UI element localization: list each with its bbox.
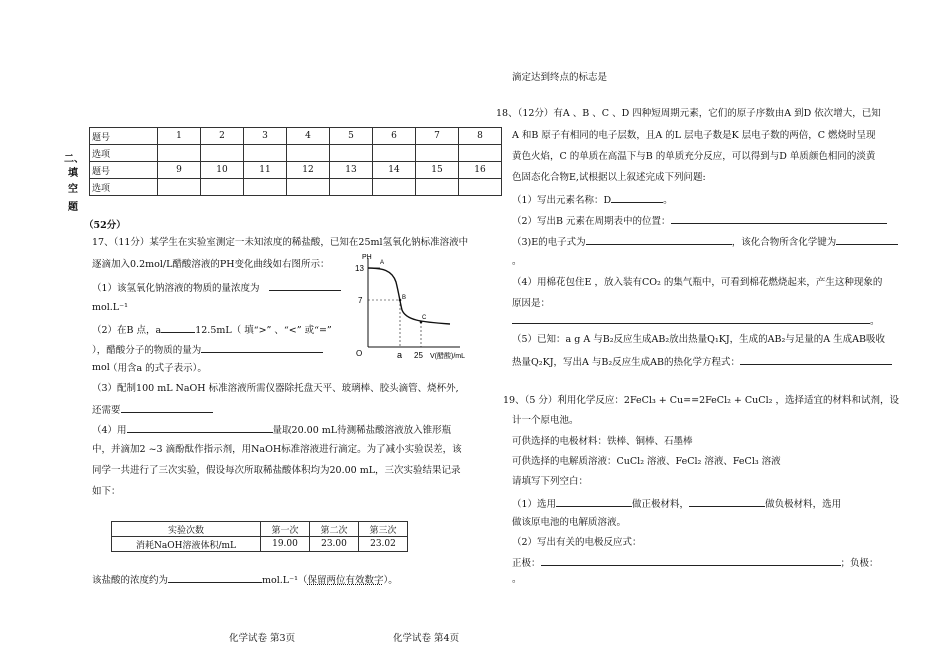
q18-sub3-text-a: （3)E的电子式为 (512, 237, 586, 248)
q18-sub4-blank[interactable] (512, 314, 870, 324)
q17-final-text-c: 保留两位有效数字 (307, 575, 384, 586)
titration-graph (350, 252, 490, 362)
q17-line-4: mol.L⁻¹ (92, 302, 128, 313)
page-footer-3: 化学试卷 第3页 (229, 633, 296, 644)
graph-y13: 13 (355, 264, 364, 273)
q18-sub1-blank[interactable] (611, 193, 663, 203)
q17-line-14: 如下： (92, 486, 121, 497)
q17-sub2-moles-text: ），醋酸分子的物质的量为 (92, 345, 202, 356)
q18-line-12: （5）已知：a g A 与B₂反应生成AB₂放出热量Q₁KJ，生成的AB₂与足量的A 生成AB吸收 (512, 334, 886, 345)
q18-line-8: 。 (512, 256, 522, 267)
graph-point-a-label: A (380, 260, 385, 266)
graph-ph-curve (368, 268, 450, 324)
q17-line-6 (92, 343, 323, 357)
q17-final-line (92, 573, 398, 587)
answer-input-cell[interactable] (287, 179, 330, 196)
answer-input-cell[interactable] (416, 145, 459, 162)
experiment-header: 第一次 (261, 522, 310, 537)
answer-input-cell[interactable] (373, 145, 416, 162)
answer-input-cell[interactable] (287, 145, 330, 162)
q17-line-5 (92, 323, 332, 337)
q17-final-blank[interactable] (168, 573, 262, 583)
answer-table-label: 题号 (90, 128, 158, 145)
answer-table-cell: 14 (373, 162, 416, 179)
answer-table-cell: 5 (330, 128, 373, 145)
q18-line-5 (512, 193, 673, 207)
q17-line-8: mol (92, 362, 110, 373)
experiment-cell: 23.02 (359, 537, 408, 552)
q19-negative-label: ；负极： (840, 558, 879, 569)
section-heading-2: 二、 (64, 154, 84, 165)
section-heading-question: 题 (68, 202, 78, 213)
answer-table-label: 选项 (90, 145, 158, 162)
q19-line-3: 可供选择的电极材料：铁棒、铜棒、石墨棒 (512, 436, 693, 447)
experiment-cell: 19.00 (261, 537, 310, 552)
q19-line-4: 可供选择的电解质溶液：CuCl₂ 溶液、FeCl₂ 溶液、FeCl₃ 溶液 (512, 456, 781, 467)
graph-point-b (399, 299, 402, 302)
q18-sub2-blank[interactable] (671, 214, 887, 224)
q18-line-11 (512, 314, 880, 328)
answer-input-cell[interactable] (330, 179, 373, 196)
graph-point-c-label: C (422, 315, 427, 321)
q18-line-2: A 和B 原子有相同的电子层数，且A 的L 层电子数是K 层电子数的两倍，C 燃烧时呈现 (512, 130, 876, 141)
q18-line-7 (512, 235, 898, 249)
experiment-header: 第三次 (359, 522, 408, 537)
experiment-header: 第二次 (310, 522, 359, 537)
answer-input-cell[interactable] (330, 145, 373, 162)
q19-positive-label: 正极： (512, 558, 541, 569)
experiment-header: 实验次数 (112, 522, 261, 537)
q17-sub3-blank[interactable] (121, 403, 213, 413)
answer-input-cell[interactable] (244, 145, 287, 162)
answer-table-cell: 2 (201, 128, 244, 145)
q18-sub4-end: 。 (870, 316, 880, 327)
q17-line-2: 逐滴加入0.2mol/L醋酸溶液的PH变化曲线如右图所示： (92, 259, 330, 270)
graph-x25: 25 (414, 351, 423, 360)
q18-sub1-end: 。 (663, 195, 673, 206)
answer-table-label: 题号 (90, 162, 158, 179)
q19-line-10: 。 (512, 574, 522, 585)
q19-sub1-text-c: 做负极材料，选用 (765, 499, 842, 510)
q17-line-10 (92, 403, 213, 417)
answer-table-cell: 7 (416, 128, 459, 145)
q18-sub5-text: 热量Q₂KJ，写出A 与B₂反应生成AB的热化学方程式： (512, 357, 741, 368)
q18-line-4: 色固态化合物E,试根据以上叙述完成下列问题: (512, 172, 706, 183)
answer-table-label: 选项 (90, 179, 158, 196)
answer-table-cell: 4 (287, 128, 330, 145)
q19-line-1: 19、（5 分）利用化学反应：2FeCl₃ + Cu==2FeCl₂ + CuCl₂ ，选择适宜的材料和试剂，设 (503, 395, 899, 406)
answer-table-cell: 3 (244, 128, 287, 145)
q17-sub1-blank[interactable] (269, 281, 341, 291)
graph-xlabel: V(醋酸)/mL (430, 353, 465, 360)
q18-sub3-blank-a[interactable] (586, 235, 732, 245)
q18-sub3-blank-b[interactable] (836, 235, 898, 245)
q18-sub2-text: （2）写出B 元素在周期表中的位置： (512, 216, 671, 227)
experiment-cell: 23.00 (310, 537, 359, 552)
q18-sub3-text-b: ，该化合物所含化学键为 (731, 237, 837, 248)
q19-sub1-text-a: （1）选用 (512, 499, 557, 510)
q17-sub4-blank[interactable] (127, 423, 273, 433)
q17-line-13: 同学一共进行了三次实验，假设每次所取稀盐酸体积均为20.00 mL，三次实验结果记录 (92, 465, 461, 476)
section-heading-fill: 填 (68, 168, 78, 179)
q17-sub4-text-a: （4）用 (92, 425, 127, 436)
q17-final-text-a: 该盐酸的浓度约为 (92, 575, 169, 586)
answer-table-cell: 16 (459, 162, 502, 179)
q17-sub2-blank-compare[interactable] (161, 323, 195, 333)
q17-final-text-b: mol.L⁻¹（ (262, 575, 308, 586)
q19-sub1-blank-positive[interactable] (556, 497, 632, 507)
answer-input-cell[interactable] (201, 145, 244, 162)
q18-line-1: 18、（12分）有A 、B 、C 、D 四种短周期元素，它们的原子序数由A 到D 依次增大，已知 (496, 108, 881, 119)
q18-sub5-blank[interactable] (740, 355, 892, 365)
answer-input-cell[interactable] (158, 145, 201, 162)
graph-point-b-label: B (402, 295, 407, 301)
q17-line-1: 17、（11分）某学生在实验室测定一未知浓度的稀盐酸，已知在25ml氢氧化钠标准溶液中 (92, 237, 469, 248)
q17-sub2-text-a: （2）在B 点，a (92, 325, 162, 336)
q17-sub4-text-b: 量取20.00 mL待测稀盐酸溶液放入锥形瓶 (272, 425, 452, 436)
answer-input-cell[interactable] (459, 145, 502, 162)
q19-line-8: （2）写出有关的电极反应式： (512, 537, 642, 548)
q19-sub1-text-b: 做正极材料， (632, 499, 690, 510)
graph-origin: O (356, 349, 363, 358)
q17-sub2-moles-blank[interactable] (201, 343, 323, 353)
q17-sub2-text-b: 12.5mL（ 填“>” 、“<” 或“=” (195, 325, 332, 336)
graph-y7: 7 (358, 296, 363, 305)
q19-positive-blank[interactable] (541, 556, 841, 566)
answer-table-cell: 11 (244, 162, 287, 179)
q17-line-7: （用含a 的式子表示）。 (108, 363, 207, 374)
q18-line-3: 黄色火焰，C 的单质在高温下与B 的单质充分反应，可以得到与D 单质颜色相同的淡黄 (512, 151, 876, 162)
answer-table-cell: 9 (158, 162, 201, 179)
answer-input-cell[interactable] (244, 179, 287, 196)
answer-table-cell: 15 (416, 162, 459, 179)
q17-line-9: （3）配制100 mL NaOH 标准溶液所需仪器除托盘天平、玻璃棒、胶头滴管、烧杯外, (92, 383, 459, 394)
answer-table-cell: 8 (459, 128, 502, 145)
q17-line-12: 中，并滴加2 ~3 滴酚酞作指示剂，用NaOH标准溶液进行滴定。为了减小实验误差，该 (92, 444, 462, 455)
q18-line-13 (512, 355, 892, 369)
graph-xa: a (397, 350, 403, 360)
answer-input-cell[interactable] (373, 179, 416, 196)
right-top-line: 滴定达到终点的标志是 (512, 72, 608, 83)
page-footer-4: 化学试卷 第4页 (393, 633, 460, 644)
q19-line-7: 做该原电池的电解质溶液。 (512, 517, 627, 528)
q17-line-3 (92, 281, 341, 295)
q19-line-5: 请填写下列空白： (512, 476, 589, 487)
answer-input-cell[interactable] (201, 179, 244, 196)
q17-sub3-text: 还需要 (92, 405, 121, 416)
experiment-table (111, 521, 408, 552)
graph-ylabel: PH (362, 254, 372, 261)
q18-line-6 (512, 214, 887, 228)
q18-sub1-text: （1）写出元素名称：D (512, 195, 612, 206)
q19-line-2: 计一个原电池。 (512, 415, 579, 426)
answer-input-cell[interactable] (158, 179, 201, 196)
answer-table (89, 127, 502, 196)
q17-line-11 (92, 423, 451, 437)
answer-table-cell: 1 (158, 128, 201, 145)
answer-table-cell: 6 (373, 128, 416, 145)
answer-table-cell: 13 (330, 162, 373, 179)
q17-final-text-d: ）。 (383, 575, 398, 586)
q19-line-9 (512, 556, 879, 570)
q17-sub1-text: （1）该氢氧化钠溶液的物质的量浓度为 (92, 283, 260, 294)
section-score: （52分） (84, 220, 126, 231)
q18-line-10: 原因是： (512, 298, 551, 309)
q18-line-9: （4）用棉花包住E ，放入装有CO₂ 的集气瓶中，可看到棉花燃烧起来，产生这种现象的 (512, 277, 883, 288)
graph-point-c (420, 321, 423, 324)
experiment-cell: 消耗NaOH溶液体积/mL (112, 537, 261, 552)
q19-line-6 (512, 497, 841, 511)
answer-input-cell[interactable] (459, 179, 502, 196)
answer-table-cell: 10 (201, 162, 244, 179)
section-heading-blank: 空 (68, 184, 78, 195)
answer-table-cell: 12 (287, 162, 330, 179)
answer-input-cell[interactable] (416, 179, 459, 196)
q19-sub1-blank-negative[interactable] (689, 497, 765, 507)
